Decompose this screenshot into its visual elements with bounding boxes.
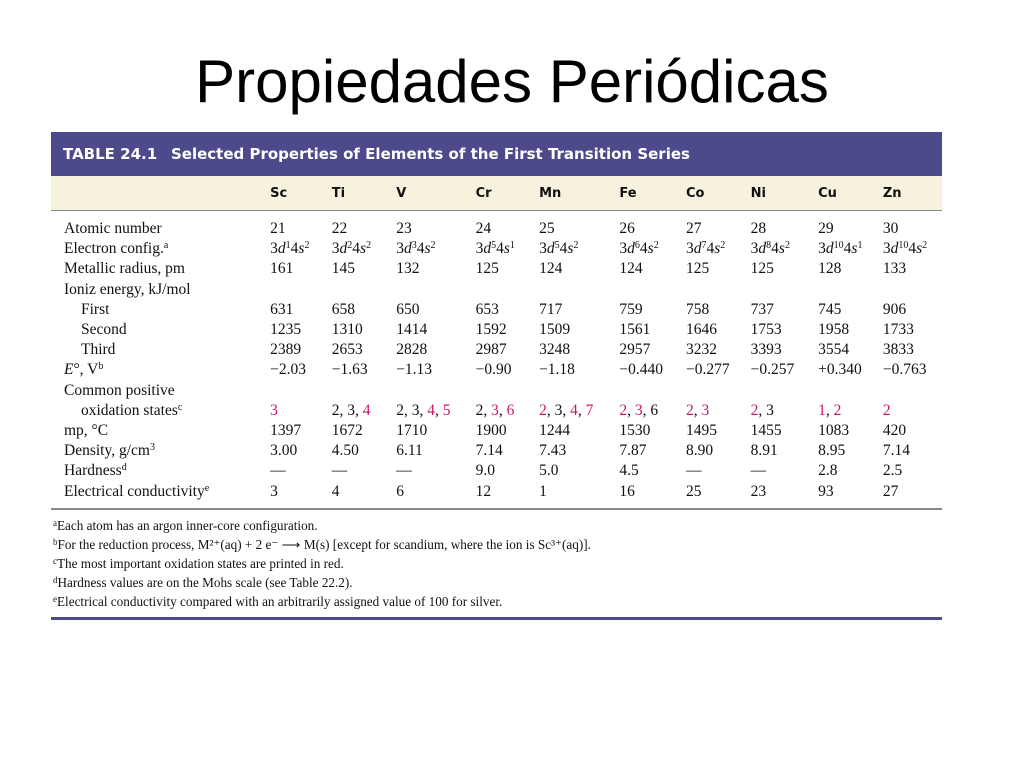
table-cell: 8.95 xyxy=(818,442,846,460)
footnote-a xyxy=(53,516,942,535)
row-label xyxy=(51,259,270,279)
table-cell: 420 xyxy=(882,422,907,440)
row-label xyxy=(51,280,270,300)
row-label-text: First xyxy=(81,300,110,318)
table-cell xyxy=(619,381,686,401)
table-cell: 758 xyxy=(685,300,710,318)
table-cell: 9.0 xyxy=(475,462,495,480)
oxidation-state: , xyxy=(434,401,443,419)
table-cell: 1495 xyxy=(685,422,717,440)
table-row xyxy=(51,280,942,300)
oxidation-state: , 3 xyxy=(758,401,774,419)
table-cell xyxy=(883,280,942,300)
footnote-mark: d xyxy=(53,574,58,585)
table-cell: −0.763 xyxy=(882,361,927,379)
table-cell: — xyxy=(685,462,702,480)
oxidation-state: 2, 3, xyxy=(396,401,428,419)
footnote-mark: a xyxy=(53,517,57,528)
row-label-text: oxidation states xyxy=(81,401,178,419)
table-cell: 21 xyxy=(270,220,286,237)
table-cell xyxy=(883,381,942,401)
table-cell: 23 xyxy=(750,482,767,500)
important-oxidation-state: 3 xyxy=(491,401,499,419)
footnote-mark: c xyxy=(177,401,183,413)
element-header-ti: Ti xyxy=(332,176,396,211)
table-cell: −1.18 xyxy=(539,361,575,379)
table-cell: 737 xyxy=(750,300,774,318)
important-oxidation-state: 2 xyxy=(619,401,628,419)
row-label xyxy=(51,461,270,481)
table-cell: 25 xyxy=(685,482,702,500)
table-cell: 1672 xyxy=(331,422,363,440)
table-cell: 653 xyxy=(475,300,499,318)
oxidation-state: , xyxy=(498,401,507,419)
table-cell xyxy=(332,280,396,300)
table-cell xyxy=(476,381,539,401)
table-cell: 1509 xyxy=(539,321,571,339)
table-cell: 27 xyxy=(685,220,702,237)
row-label-text: °, V xyxy=(73,361,99,379)
table-cell: 717 xyxy=(539,300,563,318)
table-cell xyxy=(818,280,883,300)
table-cell: 1592 xyxy=(475,321,507,339)
row-label-text: Electrical conductivity xyxy=(64,482,205,500)
row-label xyxy=(51,300,270,320)
table-cell: 3248 xyxy=(539,341,571,359)
table-cell: — xyxy=(331,462,348,480)
row-label xyxy=(51,360,270,380)
important-oxidation-state: 2 xyxy=(685,401,694,419)
table-cell: 3.00 xyxy=(270,442,298,460)
important-oxidation-state: 6 xyxy=(506,401,515,419)
footnote-d xyxy=(53,573,942,592)
table-cell: +0.340 xyxy=(818,361,862,379)
table-cell: $3d^24s^2$ xyxy=(331,240,372,258)
table-cell: $3d^14s^2$ xyxy=(270,240,310,258)
table-row xyxy=(51,259,942,279)
footnote-text: For the reduction process, M²⁺(aq) + 2 e⁻ ⟶ M(s) [except for scandium, where the ion is Sc³⁺(aq)]. xyxy=(57,536,591,552)
important-oxidation-state: 4 xyxy=(570,401,578,419)
row-label-text: Metallic radius, pm xyxy=(64,260,185,278)
row-label xyxy=(51,320,270,340)
table-row xyxy=(51,360,942,380)
row-label xyxy=(51,441,270,461)
element-header-zn: Zn xyxy=(883,176,942,211)
table-cell: 7.87 xyxy=(619,442,647,460)
table-cell: $3d^84s^2$ xyxy=(750,240,790,258)
e-symbol: E xyxy=(64,361,74,379)
row-label xyxy=(51,239,270,259)
oxidation-state: , xyxy=(577,401,586,419)
table-cell: 145 xyxy=(331,260,356,278)
row-label xyxy=(51,381,270,401)
table-cell: 12 xyxy=(475,482,492,500)
important-oxidation-state: 4 xyxy=(427,401,435,419)
oxidation-state: , xyxy=(627,401,635,419)
table-cell xyxy=(270,280,332,300)
table-cell: 4.50 xyxy=(331,442,359,460)
table-cell: 1455 xyxy=(750,422,782,440)
table-cell: −0.277 xyxy=(685,361,730,379)
row-label xyxy=(51,211,270,240)
oxidation-state: , 3, xyxy=(546,401,571,419)
table-caption: Selected Properties of Elements of the First Transition Series xyxy=(171,145,690,163)
table-cell: 5.0 xyxy=(539,462,559,480)
table-cell: 745 xyxy=(818,300,842,318)
table-cell: 631 xyxy=(270,300,294,318)
table-cell xyxy=(883,401,942,421)
table-cell: 3232 xyxy=(685,341,717,359)
oxidation-state: 2, 3, xyxy=(331,401,363,419)
table-cell: 1414 xyxy=(396,321,428,339)
footnote-text: Hardness values are on the Mohs scale (see Table 22.2). xyxy=(57,574,353,590)
table-cell xyxy=(619,401,686,421)
table-cell: 8.90 xyxy=(685,442,714,460)
table-cell: 161 xyxy=(270,260,294,278)
table-cell xyxy=(539,381,619,401)
table-cell xyxy=(751,381,819,401)
table-cell: 1958 xyxy=(818,321,850,339)
row-label xyxy=(51,401,270,421)
table-cell: 124 xyxy=(539,260,563,278)
table-cell: 1 xyxy=(539,482,547,500)
important-oxidation-state: 2 xyxy=(539,401,547,419)
footnote-mark: e xyxy=(53,593,57,604)
table-cell: −0.257 xyxy=(750,361,795,379)
table-cell xyxy=(539,401,619,421)
table-cell: 1733 xyxy=(882,321,914,339)
table-cell: −1.63 xyxy=(331,361,368,379)
table-cell: $3d^54s^2$ xyxy=(539,240,579,258)
footnote-mark: c xyxy=(53,555,57,566)
table-cell: 2389 xyxy=(270,341,302,359)
table-cell: 1710 xyxy=(396,422,428,440)
table-cell: 26 xyxy=(619,220,635,237)
element-header-mn: Mn xyxy=(539,176,619,211)
row-label-text: Common positive xyxy=(64,381,175,399)
table-cell xyxy=(396,381,475,401)
important-oxidation-state: 2 xyxy=(882,401,891,419)
table-cell: $3d^54s^1$ xyxy=(475,240,515,258)
footnote-mark: b xyxy=(98,361,104,373)
element-header-ni: Ni xyxy=(751,176,819,211)
element-header-sc: Sc xyxy=(270,176,332,211)
table-cell: 2957 xyxy=(619,341,651,359)
table-row xyxy=(51,239,942,259)
important-oxidation-state: 3 xyxy=(270,401,278,419)
table-cell: — xyxy=(750,462,767,480)
table-cell: $3d^34s^2$ xyxy=(396,240,436,258)
table-row xyxy=(51,340,942,360)
table-cell: 1235 xyxy=(270,321,302,339)
table-cell: 7.43 xyxy=(539,442,567,460)
table-cell: 128 xyxy=(818,260,842,278)
table-cell xyxy=(686,280,751,300)
table-cell: 2987 xyxy=(475,341,507,359)
table-cell: 650 xyxy=(396,300,420,318)
footnote-mark: d xyxy=(121,462,127,474)
row-label-text: Density, g/cm xyxy=(64,442,150,460)
table-cell: 125 xyxy=(475,260,499,278)
important-oxidation-state: 7 xyxy=(585,401,594,419)
table-cell xyxy=(396,280,475,300)
footnote-mark: 3 xyxy=(149,442,155,454)
table-cell: 125 xyxy=(750,260,774,278)
table-cell xyxy=(751,401,819,421)
table-row xyxy=(51,300,942,320)
table-cell: 1530 xyxy=(619,422,651,440)
element-header-co: Co xyxy=(686,176,751,211)
element-header-cr: Cr xyxy=(476,176,539,211)
row-label xyxy=(51,421,270,441)
table-number: TABLE 24.1 xyxy=(63,145,158,163)
table-cell xyxy=(476,280,539,300)
table-cell: −2.03 xyxy=(270,361,307,379)
row-label-text: Second xyxy=(81,321,127,339)
table-cell: 1397 xyxy=(270,422,302,440)
table-cell xyxy=(686,381,751,401)
table-cell: 124 xyxy=(619,260,643,278)
table-cell: 27 xyxy=(882,482,899,500)
table-cell: 1561 xyxy=(619,321,651,339)
footnote-mark: a xyxy=(163,240,169,252)
oxidation-state: , 6 xyxy=(642,401,659,419)
table-cell: 22 xyxy=(331,220,348,237)
table-cell: 1646 xyxy=(685,321,717,339)
important-oxidation-state: 2 xyxy=(833,401,842,419)
row-label-text: mp, °C xyxy=(64,422,109,440)
row-label xyxy=(51,340,270,360)
table-cell: 3833 xyxy=(882,341,914,359)
table-row xyxy=(51,211,942,240)
table-cell: −0.440 xyxy=(619,361,664,379)
table-cell: $3d^74s^2$ xyxy=(685,240,726,258)
table-cell: −1.13 xyxy=(396,361,433,379)
important-oxidation-state: 3 xyxy=(701,401,710,419)
table-cell: 1753 xyxy=(750,321,782,339)
table-cell: 29 xyxy=(818,220,834,237)
table-cell: 3393 xyxy=(750,341,782,359)
table-cell: 1900 xyxy=(475,422,507,440)
table-row xyxy=(51,441,942,461)
table-cell: 1310 xyxy=(331,321,363,339)
table-cell xyxy=(818,381,883,401)
table-cell: 30 xyxy=(882,220,899,237)
row-label-text: Ioniz energy, kJ/mol xyxy=(64,280,191,298)
table-cell xyxy=(270,401,332,421)
table-cell: 23 xyxy=(396,220,412,237)
oxidation-state: , xyxy=(693,401,702,419)
table-cell xyxy=(396,401,475,421)
table-cell: 906 xyxy=(882,300,907,318)
table-cell: $3d^{10}4s^2$ xyxy=(882,240,928,258)
table-cell: 2653 xyxy=(331,341,363,359)
table-cell: $3d^64s^2$ xyxy=(619,240,659,258)
table-cell: 6.11 xyxy=(396,442,423,460)
table-cell: 3554 xyxy=(818,341,850,359)
table-cell: 125 xyxy=(685,260,710,278)
blank-header-cell xyxy=(51,176,270,211)
footnote-text: Each atom has an argon inner-core configuration. xyxy=(57,517,318,533)
table-cell xyxy=(332,401,396,421)
table-row xyxy=(51,482,942,508)
table-bottom-rule xyxy=(51,617,942,620)
important-oxidation-state: 4 xyxy=(362,401,371,419)
table-cell: −0.90 xyxy=(475,361,512,379)
table-cell: 28 xyxy=(750,220,767,237)
table-cell: 133 xyxy=(882,260,907,278)
row-label-text: Hardness xyxy=(64,462,122,480)
table-cell xyxy=(751,280,819,300)
table-cell: 7.14 xyxy=(882,442,910,460)
table-cell: 1083 xyxy=(818,422,850,440)
footnote-mark: e xyxy=(204,482,210,494)
footnote-text: Electrical conductivity compared with an arbitrarily assigned value of 100 for silver. xyxy=(57,593,503,609)
footnote-mark: b xyxy=(53,536,58,547)
slide-title: Propiedades Periódicas xyxy=(195,48,829,115)
table-cell: 658 xyxy=(331,300,356,318)
element-header-cu: Cu xyxy=(818,176,883,211)
footnote-e xyxy=(53,592,942,611)
table-cell: $3d^{10}4s^1$ xyxy=(818,240,863,258)
table-cell xyxy=(686,401,751,421)
table-cell: 2.8 xyxy=(818,462,838,480)
table-cell xyxy=(539,280,619,300)
table-body xyxy=(51,211,942,508)
element-header-row xyxy=(51,176,942,211)
table-row xyxy=(51,401,942,421)
properties-table xyxy=(51,176,942,508)
row-label-text: Atomic number xyxy=(64,220,162,237)
table-cell: 7.14 xyxy=(475,442,503,460)
table-cell: 132 xyxy=(396,260,420,278)
footnote-b xyxy=(53,535,942,554)
oxidation-state: 2, xyxy=(475,401,492,419)
table-cell: 759 xyxy=(619,300,643,318)
table-cell xyxy=(270,381,332,401)
table-cell xyxy=(818,401,883,421)
table-cell: 93 xyxy=(818,482,834,500)
table-cell: 6 xyxy=(396,482,404,500)
table-cell: 4.5 xyxy=(619,462,639,480)
table-row xyxy=(51,421,942,441)
table-cell xyxy=(332,381,396,401)
important-oxidation-state: 2 xyxy=(750,401,759,419)
table-cell: 1244 xyxy=(539,422,571,440)
footnote-c xyxy=(53,554,942,573)
table-cell: 8.91 xyxy=(750,442,778,460)
row-label-text: Third xyxy=(81,341,116,359)
table-row xyxy=(51,320,942,340)
footnotes xyxy=(51,510,942,617)
table-cell: 3 xyxy=(270,482,278,500)
important-oxidation-state: 5 xyxy=(442,401,451,419)
table-cell: — xyxy=(270,462,286,480)
table-cell: 2.5 xyxy=(882,462,903,480)
table-cell: 4 xyxy=(331,482,340,500)
table-cell: 2828 xyxy=(396,341,428,359)
row-label xyxy=(51,482,270,508)
table-cell: — xyxy=(396,462,412,480)
oxidation-state: , xyxy=(825,401,834,419)
row-label-text: Electron config. xyxy=(64,240,164,258)
footnote-text: The most important oxidation states are printed in red. xyxy=(57,555,344,571)
important-oxidation-state: 3 xyxy=(634,401,643,419)
element-header-fe: Fe xyxy=(619,176,686,211)
table-header-band xyxy=(51,132,942,176)
table-row xyxy=(51,461,942,481)
table-row xyxy=(51,381,942,401)
important-oxidation-state: 1 xyxy=(818,401,826,419)
table-cell xyxy=(619,280,686,300)
table-cell: 25 xyxy=(539,220,555,237)
table-cell xyxy=(476,401,539,421)
element-header-v: V xyxy=(396,176,475,211)
table-cell: 24 xyxy=(475,220,492,237)
table-cell: 16 xyxy=(619,482,635,500)
properties-table-panel xyxy=(51,132,942,620)
